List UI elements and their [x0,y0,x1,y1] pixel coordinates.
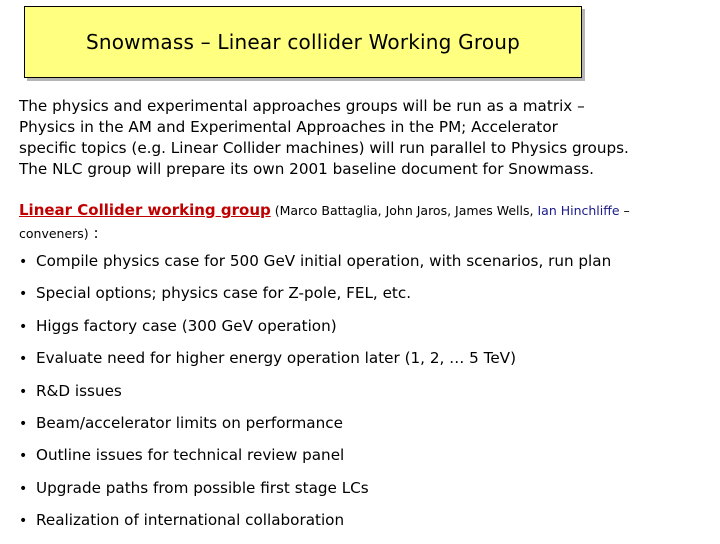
list-item-text: Beam/accelerator limits on performance [36,413,343,432]
topic-list [19,252,709,544]
list-item [19,284,709,316]
list-item-text: Special options; physics case for Z-pole, FEL, etc. [36,284,412,303]
list-item-text: Compile physics case for 500 GeV initial operation, with scenarios, run plan [36,252,612,270]
intro-line-4: The NLC group will prepare its own 2001 baseline document for Snowmass. [19,160,594,178]
conveners-colon: : [88,224,99,242]
bullet-icon: • [19,254,28,270]
list-item-text: Evaluate need for higher energy operation later (1, 2, … 5 TeV) [36,349,516,368]
bullet-icon: • [19,383,28,400]
list-item [19,414,709,446]
slide-title: Snowmass – Linear collider Working Group [85,30,521,54]
list-item-text: Outline issues for technical review panel [36,446,345,465]
list-item [19,511,709,543]
bullet-icon: • [19,448,28,465]
bullet-icon: • [19,286,28,303]
bullet-icon: • [19,318,28,335]
working-group-line [19,199,709,245]
list-item [19,479,709,511]
list-item [19,349,709,381]
title-box [24,6,582,78]
convener-highlighted-name: Ian Hinchliffe [537,203,620,218]
list-item [19,252,709,284]
list-item-text: Upgrade paths from possible first stage LCs [36,478,369,497]
intro-line-3: specific topics (e.g. Linear Collider machines) will run parallel to Physics groups. [19,139,629,157]
working-group-label: Linear Collider working group [19,201,271,219]
list-item [19,382,709,414]
list-item [19,446,709,478]
list-item [19,317,709,349]
convener-names-suffix: – [619,203,630,218]
bullet-icon: • [19,415,28,432]
convener-names-prefix: (Marco Battaglia, John Jaros, James Wells, [270,203,538,218]
intro-paragraph [19,96,709,180]
bullet-icon: • [19,351,28,368]
intro-line-2: Physics in the AM and Experimental Approaches in the PM; Accelerator [19,118,558,136]
list-item-text: R&D issues [36,381,122,400]
bullet-icon: • [19,480,28,497]
bullet-icon: • [19,513,28,530]
conveners-word: conveners) [19,226,89,241]
list-item-text: Higgs factory case (300 GeV operation) [36,316,337,335]
intro-line-1: The physics and experimental approaches groups will be run as a matrix – [19,97,585,115]
list-item-text: Realization of international collaboration [36,511,345,530]
